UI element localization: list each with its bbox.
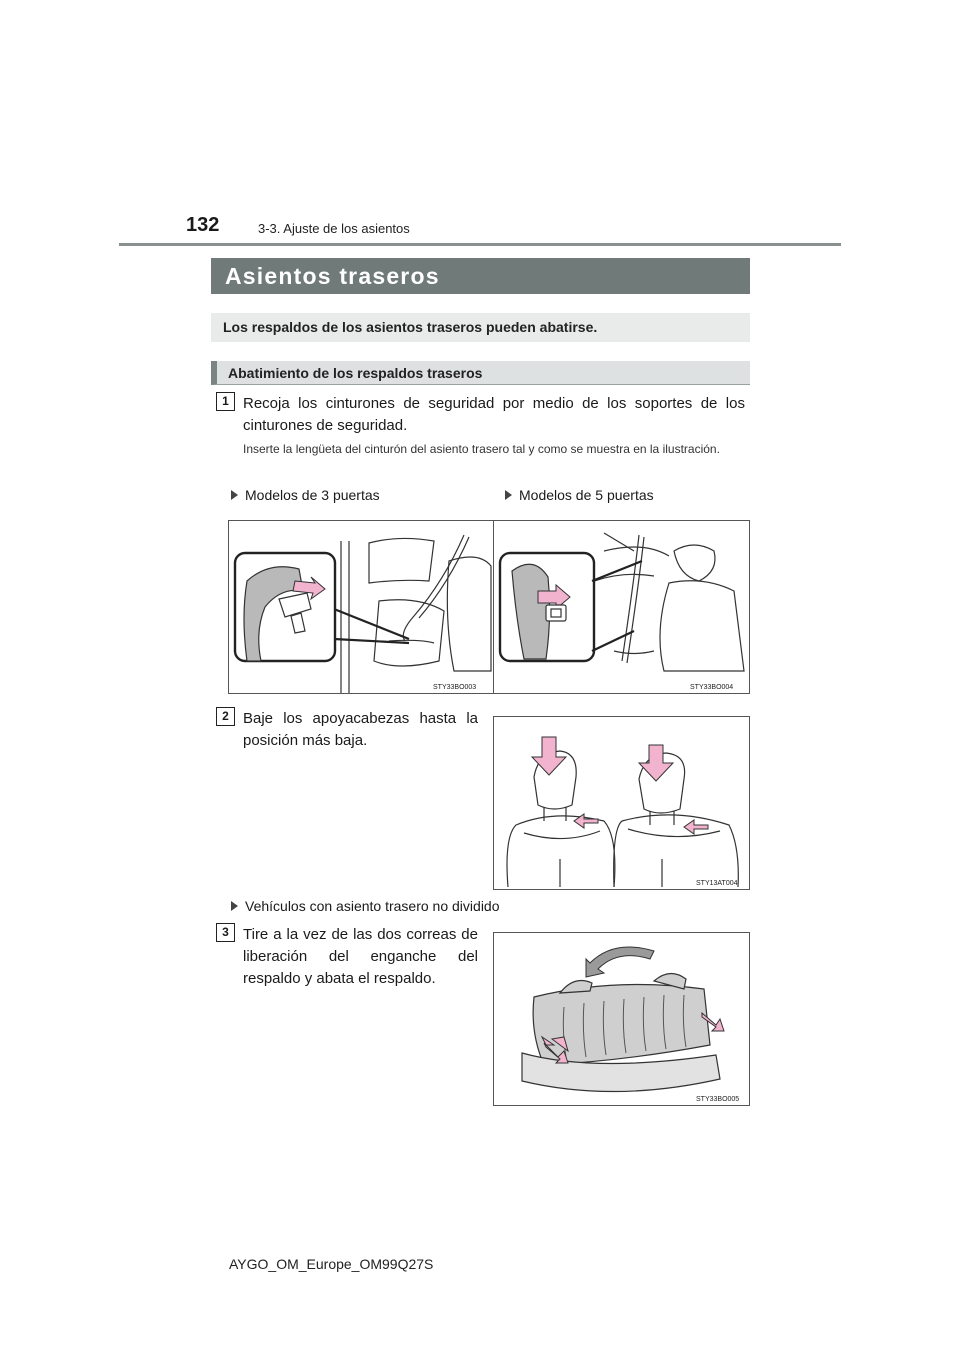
intro-text: Los respaldos de los asientos traseros pueden abatirse. bbox=[223, 319, 598, 335]
figure-five-door-belt bbox=[493, 520, 750, 694]
figure-code-1: STY33BO003 bbox=[433, 684, 477, 691]
figure-code-2: STY33BO004 bbox=[690, 684, 734, 691]
bullet-five-door bbox=[505, 487, 654, 503]
header-rule bbox=[119, 243, 841, 246]
seatback-fold-illustration bbox=[494, 933, 750, 1106]
bullet-non-split bbox=[231, 898, 500, 914]
bullet-three-door bbox=[231, 487, 380, 503]
bullet-five-door-label: Modelos de 5 puertas bbox=[519, 487, 654, 503]
section-label: 3-3. Ajuste de los asientos bbox=[258, 221, 410, 236]
footer-document-id: AYGO_OM_Europe_OM99Q27S bbox=[229, 1256, 434, 1272]
step-3-text: Tire a la vez de las dos correas de liberación del enganche del respaldo y abata el respaldo. bbox=[243, 926, 478, 987]
subsection-heading-bar bbox=[211, 361, 750, 385]
figure-code-4: STY33BO005 bbox=[696, 1096, 740, 1103]
seatbelt-holder-illustration-5door bbox=[494, 521, 750, 694]
step-number-1: 1 bbox=[216, 392, 235, 411]
figure-seat-fold bbox=[493, 932, 750, 1106]
bullet-triangle-icon bbox=[231, 901, 238, 911]
step-number-3: 3 bbox=[216, 923, 235, 942]
figure-headrests bbox=[493, 716, 750, 890]
page-title-bar bbox=[211, 258, 750, 294]
step-1-note: Inserte la lengüeta del cinturón del asiento trasero tal y como se muestra en la ilustración. bbox=[243, 442, 720, 456]
page-title: Asientos traseros bbox=[225, 263, 440, 289]
figure-three-door-belt bbox=[228, 520, 494, 694]
bullet-non-split-label: Vehículos con asiento trasero no dividido bbox=[245, 898, 500, 914]
step-1-text: Recoja los cinturones de seguridad por medio de los soportes de los cinturones de seguridad. bbox=[243, 395, 745, 434]
figure-code-3: STY13AT004 bbox=[696, 880, 738, 887]
step-number-2: 2 bbox=[216, 707, 235, 726]
headrest-lower-illustration bbox=[494, 717, 750, 890]
bullet-triangle-icon bbox=[505, 490, 512, 500]
page-number: 132 bbox=[186, 214, 220, 236]
bullet-triangle-icon bbox=[231, 490, 238, 500]
bullet-three-door-label: Modelos de 3 puertas bbox=[245, 487, 380, 503]
step-2-text: Baje los apoyacabezas hasta la posición más baja. bbox=[243, 710, 478, 749]
intro-box bbox=[211, 313, 750, 342]
subsection-heading: Abatimiento de los respaldos traseros bbox=[228, 365, 483, 381]
seatbelt-holder-illustration-3door bbox=[229, 521, 494, 694]
